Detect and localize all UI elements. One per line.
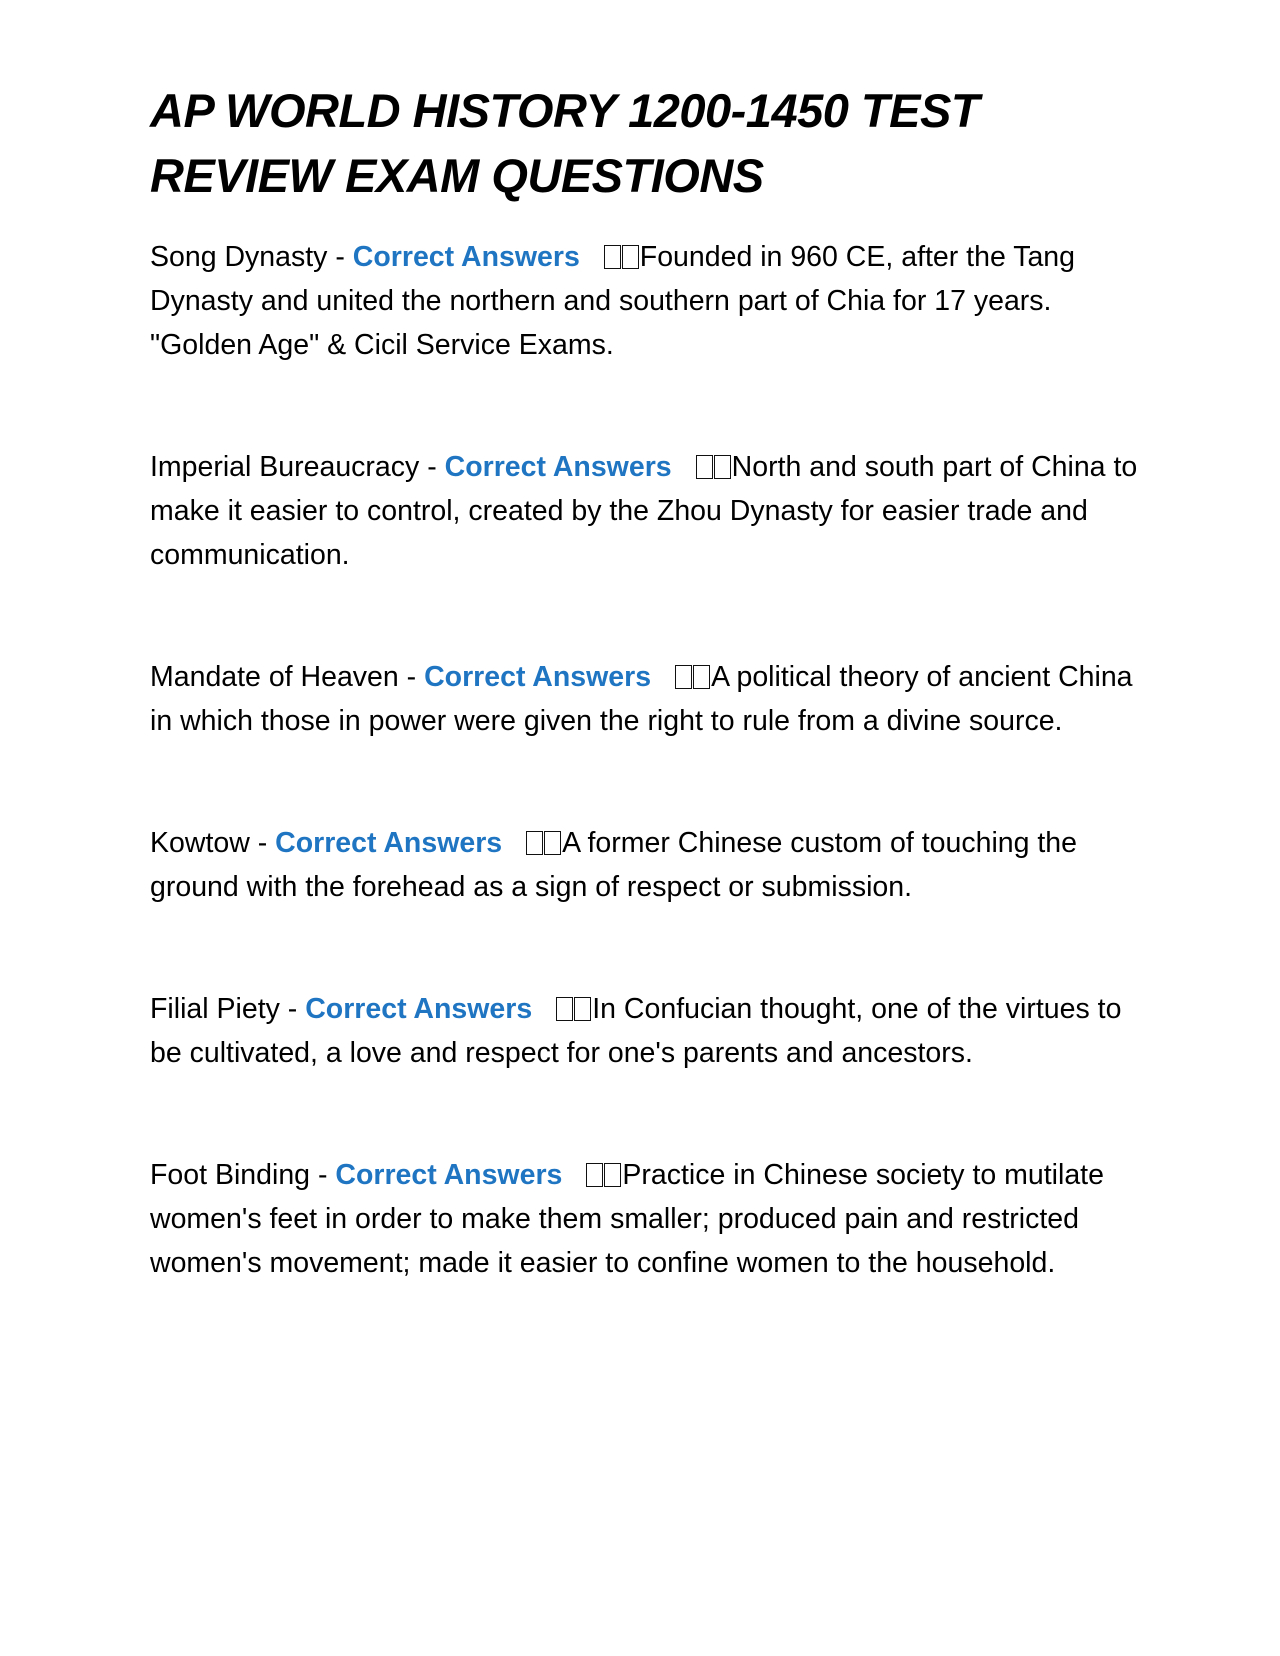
missing-glyph-icon (604, 235, 640, 279)
entry-term: Song Dynasty (150, 241, 328, 273)
entry-definition: A former Chinese custom of touching the ground with the forehead as a sign of respect or submission. (150, 827, 1078, 903)
correct-answers-label: Correct Answers (424, 661, 652, 693)
term-separator: - (419, 451, 445, 483)
document-title: AP WORLD HISTORY 1200-1450 TEST REVIEW EXAM QUESTIONS (150, 84, 980, 202)
document-page (150, 78, 1140, 1285)
missing-glyph-icon (556, 987, 592, 1031)
missing-glyph-icon (586, 1153, 622, 1197)
qa-entry (150, 987, 1140, 1075)
correct-answers-label: Correct Answers (275, 827, 503, 859)
entry-term: Mandate of Heaven (150, 661, 399, 693)
entry-definition: Practice in Chinese society to mutilate women's feet in order to make them smaller; produced pain and restricted women's movement; made it easier to confine women to the household. (150, 1159, 1104, 1279)
qa-entry (150, 235, 1140, 367)
entry-definition: A political theory of ancient China in which those in power were given the right to rule from a divine source. (150, 661, 1133, 737)
entry-definition: North and south part of China to make it easier to control, created by the Zhou Dynasty for easier trade and communication. (150, 451, 1138, 571)
missing-glyph-icon (696, 445, 732, 489)
term-separator: - (310, 1159, 336, 1191)
correct-answers-label: Correct Answers (352, 241, 580, 273)
qa-entry (150, 821, 1140, 909)
entry-definition: In Confucian thought, one of the virtues to be cultivated, a love and respect for one's parents and ancestors. (150, 993, 1122, 1069)
missing-glyph-icon (675, 655, 711, 699)
qa-entry (150, 1153, 1140, 1285)
correct-answers-label: Correct Answers (335, 1159, 563, 1191)
correct-answers-label: Correct Answers (444, 451, 672, 483)
entry-term: Imperial Bureaucracy (150, 451, 420, 483)
qa-entry (150, 655, 1140, 743)
entry-term: Foot Binding (150, 1159, 311, 1191)
entry-term: Filial Piety (150, 993, 280, 1025)
term-separator: - (279, 993, 306, 1025)
missing-glyph-icon (526, 821, 562, 865)
term-separator: - (398, 661, 425, 693)
qa-entry (150, 445, 1140, 577)
term-separator: - (249, 827, 276, 859)
entry-definition: Founded in 960 CE, after the Tang Dynasty and united the northern and southern part of Chia for 17 years. "Golden Age" & Cicil Service Exams. (150, 241, 1075, 361)
entry-term: Kowtow (150, 827, 250, 859)
correct-answers-label: Correct Answers (305, 993, 533, 1025)
term-separator: - (327, 241, 353, 273)
